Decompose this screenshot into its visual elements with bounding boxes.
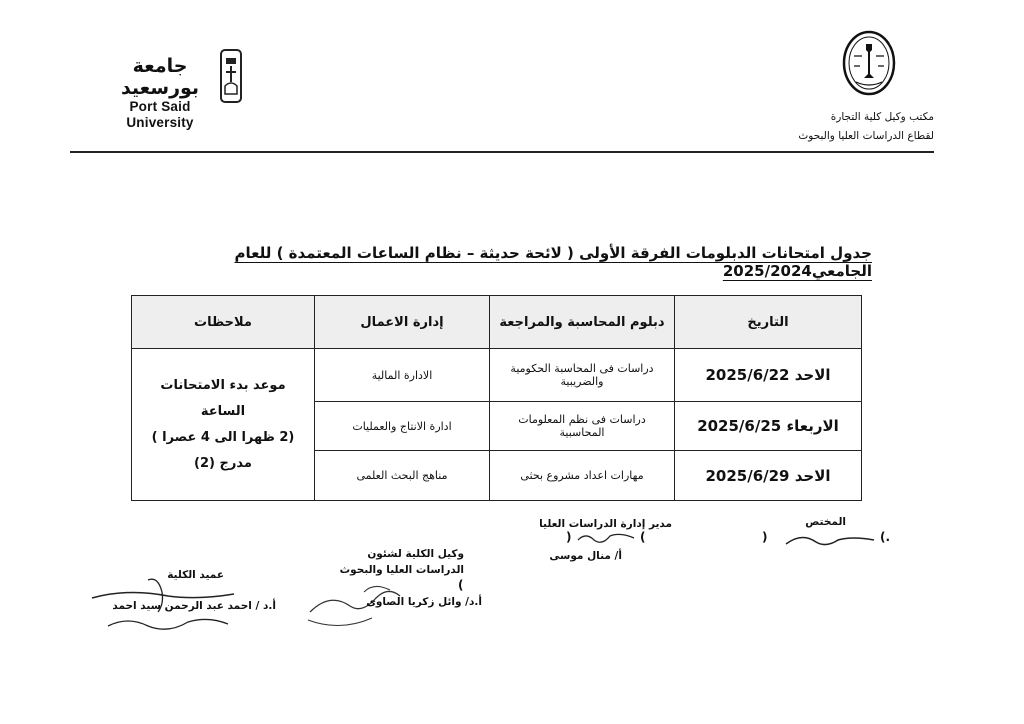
date-cell: الاحد 2025/6/29 [675, 451, 862, 501]
university-emblem-icon [218, 48, 244, 108]
vice-title-line-1: وكيل الكلية لشئون [367, 548, 464, 560]
specialist-signature-icon [782, 528, 878, 554]
notes-cell [132, 349, 315, 501]
business-cell: مناهج البحث العلمى [315, 451, 490, 501]
header-divider [70, 151, 934, 153]
diploma-cell: دراسات فى المحاسبة الحكومية والضريبية [490, 349, 675, 402]
header-diploma: دبلوم المحاسبة والمراجعة [490, 296, 675, 349]
date-cell: الاحد 2025/6/22 [675, 349, 862, 402]
director-paren-open: ) [566, 530, 572, 544]
specialist-paren-close: (. [880, 530, 891, 544]
notes-line-1: موعد بدء الامتحانات الساعة [160, 377, 286, 419]
header-date: التاريخ [675, 296, 862, 349]
diploma-cell: مهارات اعداد مشروع بحثى [490, 451, 675, 501]
director-paren-close: ( [640, 530, 646, 544]
specialist-title: المختص [805, 516, 846, 528]
office-line-1: مكتب وكيل كلية التجارة [830, 111, 934, 123]
dean-title: عميد الكلية [167, 569, 224, 581]
header-business: إدارة الاعمال [315, 296, 490, 349]
vice-dean-name: أ.د/ وائل زكريا الصاوى [366, 596, 482, 608]
table-header-row [132, 296, 862, 349]
office-line-2: لقطاع الدراسات العليا والبحوث [798, 130, 934, 142]
director-title: مدير إدارة الدراسات العليا [539, 518, 672, 530]
dean-name: أ.د / احمد عبد الرحمن سيد احمد [112, 600, 276, 612]
date-cell: الاربعاء 2025/6/25 [675, 402, 862, 451]
director-name: أ/ منال موسى [549, 550, 622, 562]
notes-line-2: (2 ظهرا الى 4 عصرا ) [151, 429, 295, 445]
faculty-seal-icon [842, 30, 896, 100]
specialist-paren-open: ) [762, 530, 768, 544]
vice-title-line-2: الدراسات العليا والبحوث [339, 564, 464, 576]
notes-line-3: مدرج (2) [194, 455, 252, 471]
business-cell: ادارة الانتاج والعمليات [315, 402, 490, 451]
table-row [132, 349, 862, 402]
office-address [798, 108, 934, 146]
university-name-ar: جامعة بورسعيد [120, 55, 200, 99]
university-logo-text [104, 55, 216, 131]
document-title: جدول امتحانات الدبلومات الفرقة الأولى ( لائحة حديثة – نظام الساعات المعتمدة ) للعام الجامعي2025/2024 [234, 244, 872, 280]
exam-schedule-table [131, 295, 862, 501]
vice-paren: ( [458, 578, 464, 592]
university-name-en: Port Said University [126, 99, 194, 130]
director-signature-icon [574, 528, 638, 548]
header-notes: ملاحظات [132, 296, 315, 349]
business-cell: الادارة المالية [315, 349, 490, 402]
diploma-cell: دراسات فى نظم المعلومات المحاسبية [490, 402, 675, 451]
